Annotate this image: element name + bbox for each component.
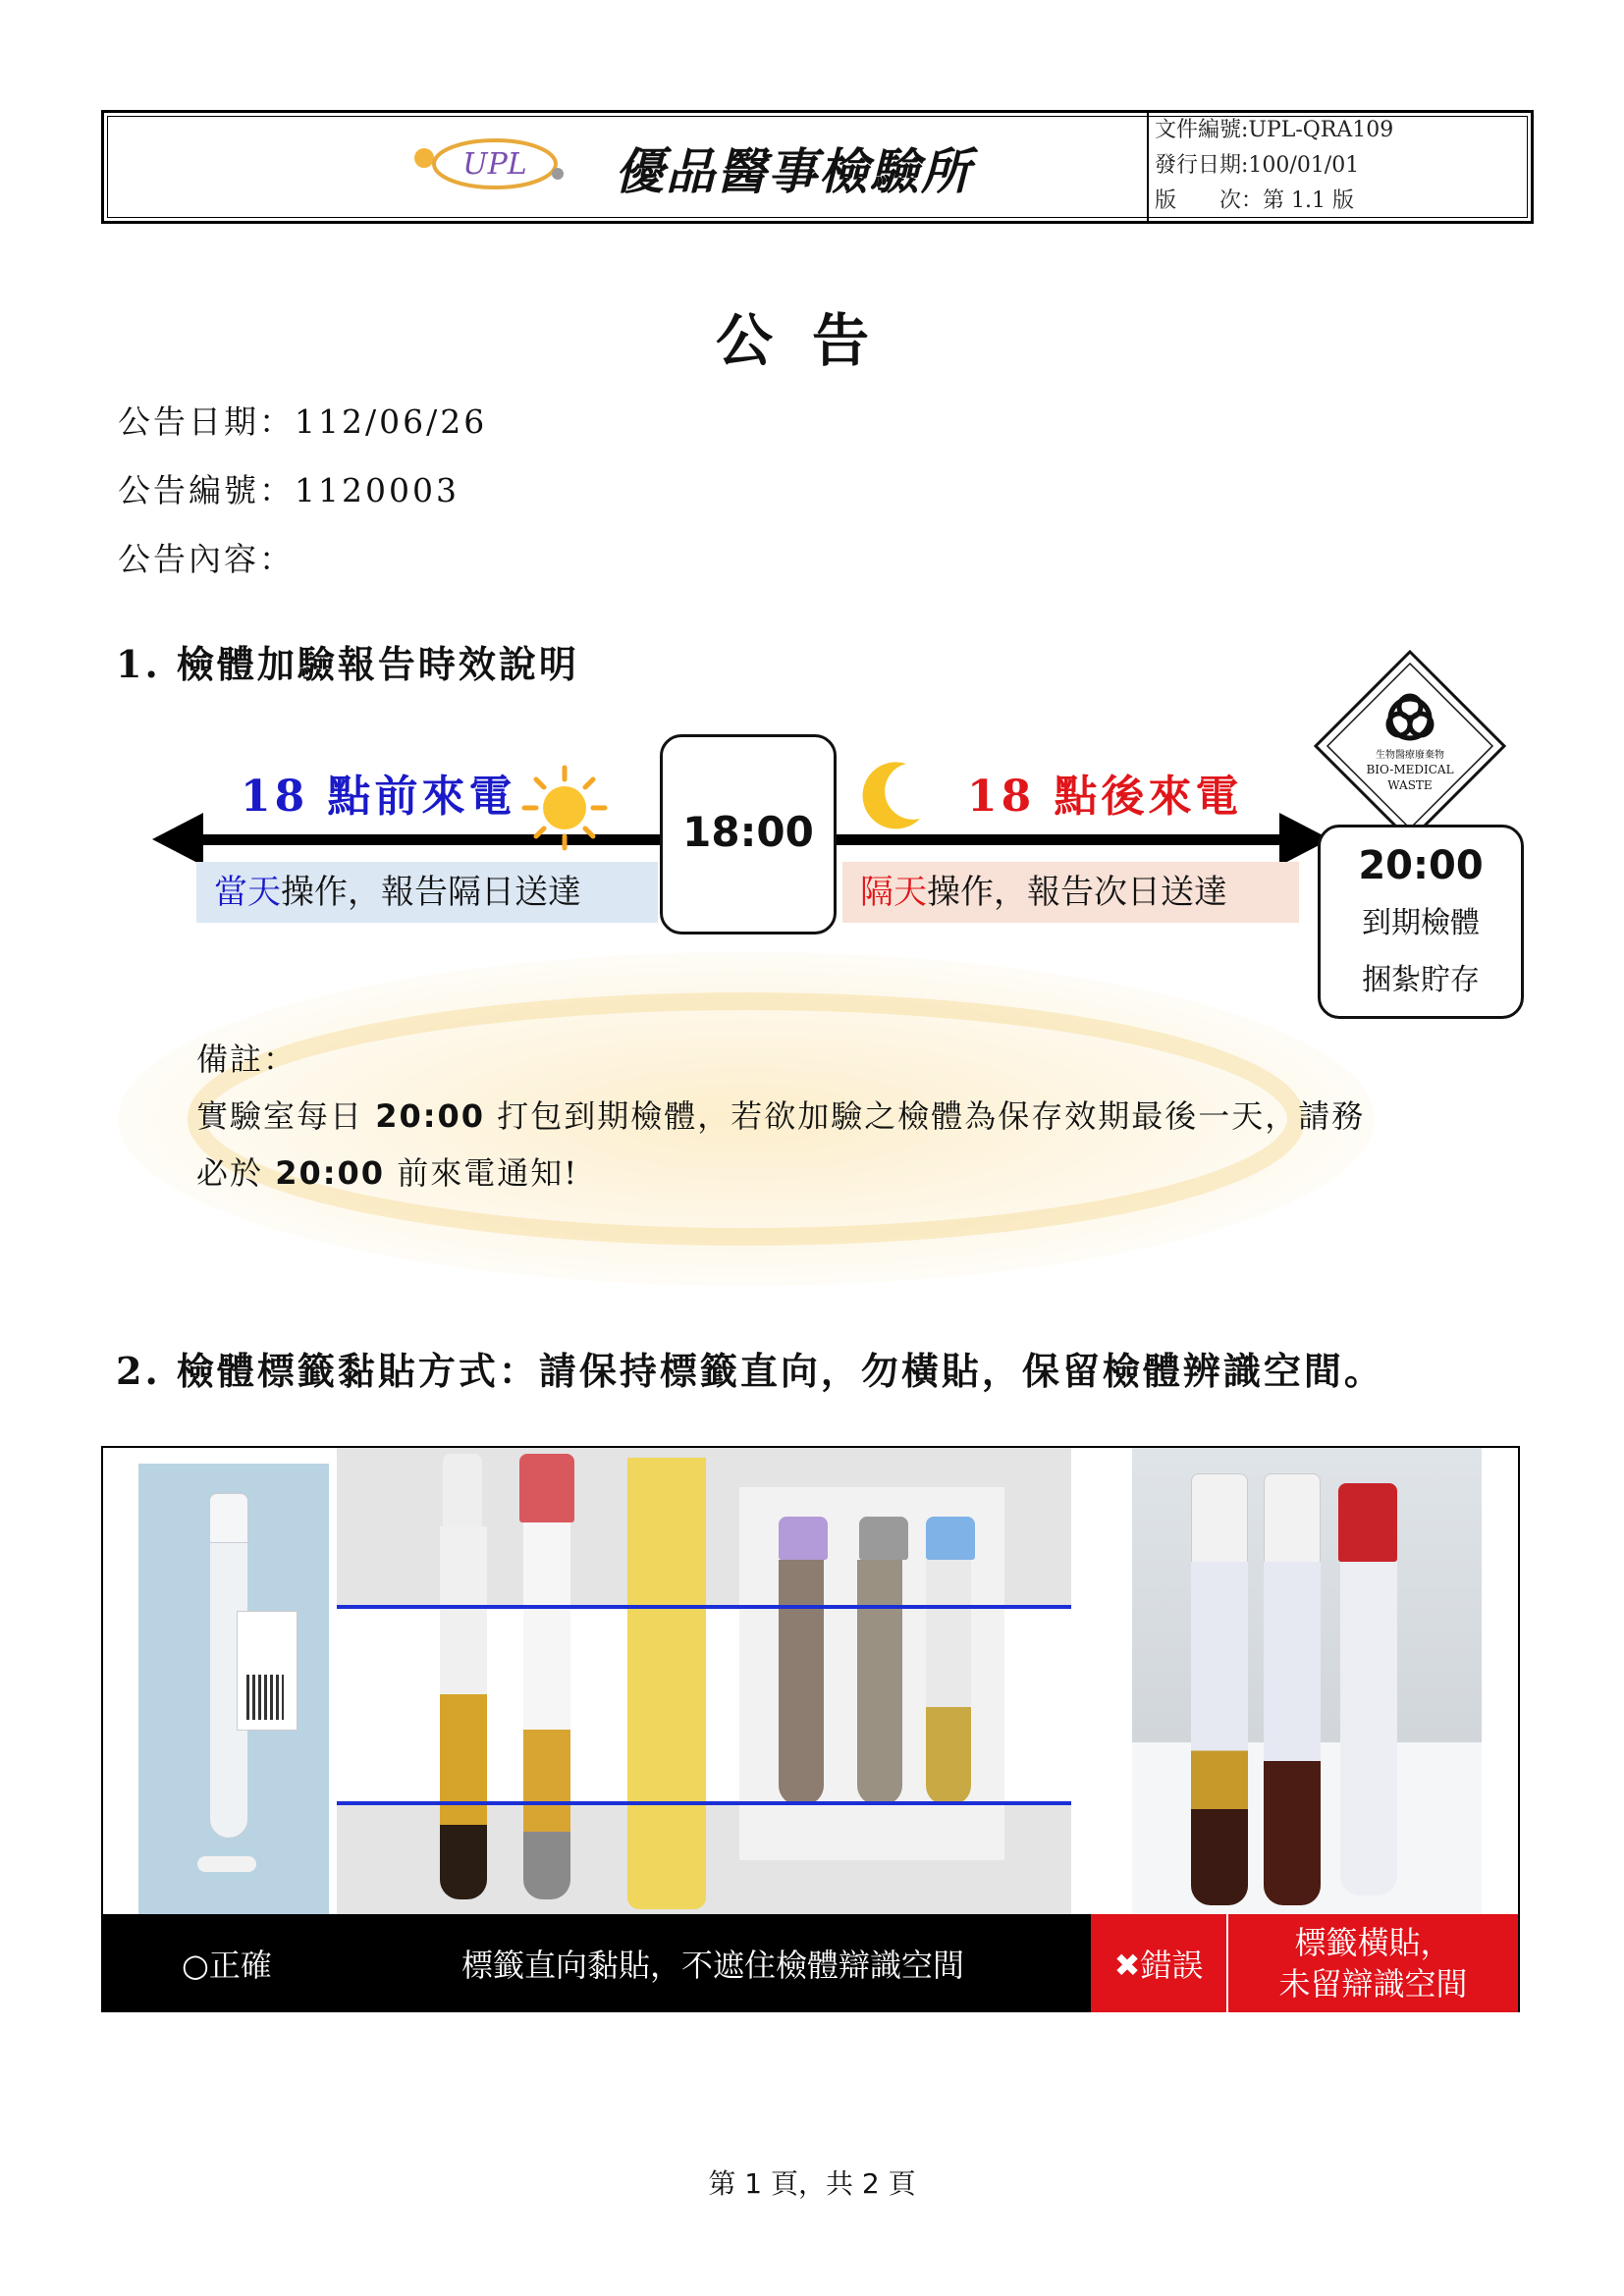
announcement-date: 公告日期：112/06/26 xyxy=(118,402,488,441)
photo-swab-tube xyxy=(138,1464,329,1915)
section1-heading: 1. 檢體加驗報告時效說明 xyxy=(116,642,579,686)
biohazard-text-1: 生物醫療廢棄物 xyxy=(1376,750,1444,761)
correct-description: 標籤直向黏貼，不遮住檢體辯識空間 xyxy=(461,1947,965,1984)
left-band xyxy=(196,862,658,923)
page-title: 公告 xyxy=(715,307,908,374)
document-header xyxy=(101,110,1534,224)
wrong-description-1: 標籤橫貼， xyxy=(1294,1924,1452,1961)
logo-text: UPL xyxy=(462,147,527,182)
biohazard-icon xyxy=(1312,648,1508,844)
left-band-text: 操作，報告隔日送達 xyxy=(281,873,581,912)
left-band-highlight: 當天 xyxy=(214,873,281,912)
wrong-description xyxy=(1228,1914,1518,2012)
doc-number: 文件編號:UPL-QRA109 xyxy=(1155,118,1394,142)
guide-line-bottom xyxy=(337,1801,1071,1805)
right-band-text: 操作，報告次日送達 xyxy=(927,873,1227,912)
photo-vertical-labels xyxy=(337,1448,1071,1914)
doc-info xyxy=(1155,113,1393,219)
org-name: 優品醫事檢驗所 xyxy=(615,142,972,200)
upl-logo xyxy=(408,127,566,195)
moon-icon xyxy=(859,758,928,836)
biohazard-text-3: WASTE xyxy=(1387,778,1433,792)
end-line-1: 到期檢體 xyxy=(1362,906,1480,940)
end-time: 20:00 xyxy=(1358,843,1484,888)
guide-line-top xyxy=(337,1605,1071,1609)
end-line-2: 捆紮貯存 xyxy=(1362,963,1480,997)
announcement-number: 公告編號：1120003 xyxy=(118,471,460,509)
section2-heading: 2. 檢體標籤黏貼方式：請保持標籤直向，勿橫貼，保留檢體辨識空間。 xyxy=(116,1349,1384,1393)
correct-label: ○正確 xyxy=(182,1947,272,1984)
right-band xyxy=(842,862,1299,923)
note xyxy=(196,1031,1365,1201)
page-footer: 第 1 頁，共 2 頁 xyxy=(708,2167,916,2200)
wrong-description-2: 未留辯識空間 xyxy=(1278,1965,1468,2002)
biohazard-text-2: BIO-MEDICAL xyxy=(1366,763,1454,776)
sun-icon xyxy=(520,764,609,852)
announcement-content-label: 公告內容： xyxy=(118,540,295,578)
center-time-box: 18:00 xyxy=(660,734,837,934)
note-line-1: 實驗室每日 20:00 打包到期檢體，若欲加驗之檢體為保存效期最後一天，請務 xyxy=(196,1097,1366,1135)
wrong-label: ✖錯誤 xyxy=(1091,1914,1228,2012)
correct-caption xyxy=(103,1914,1091,2012)
end-time-box xyxy=(1318,825,1524,1019)
photo-horizontal-labels xyxy=(1132,1448,1482,1914)
label-example-panel xyxy=(101,1446,1520,2012)
issue-date: 發行日期:100/01/01 xyxy=(1155,153,1360,178)
note-label: 備註： xyxy=(196,1041,298,1078)
before-18-label: 18 點前來電 xyxy=(241,772,516,822)
version: 版 次：第 1.1 版 xyxy=(1155,188,1354,213)
after-18-label: 18 點後來電 xyxy=(967,772,1243,822)
note-line-2: 必於 20:00 前來電通知! xyxy=(196,1154,579,1192)
right-band-highlight: 隔天 xyxy=(860,873,927,912)
